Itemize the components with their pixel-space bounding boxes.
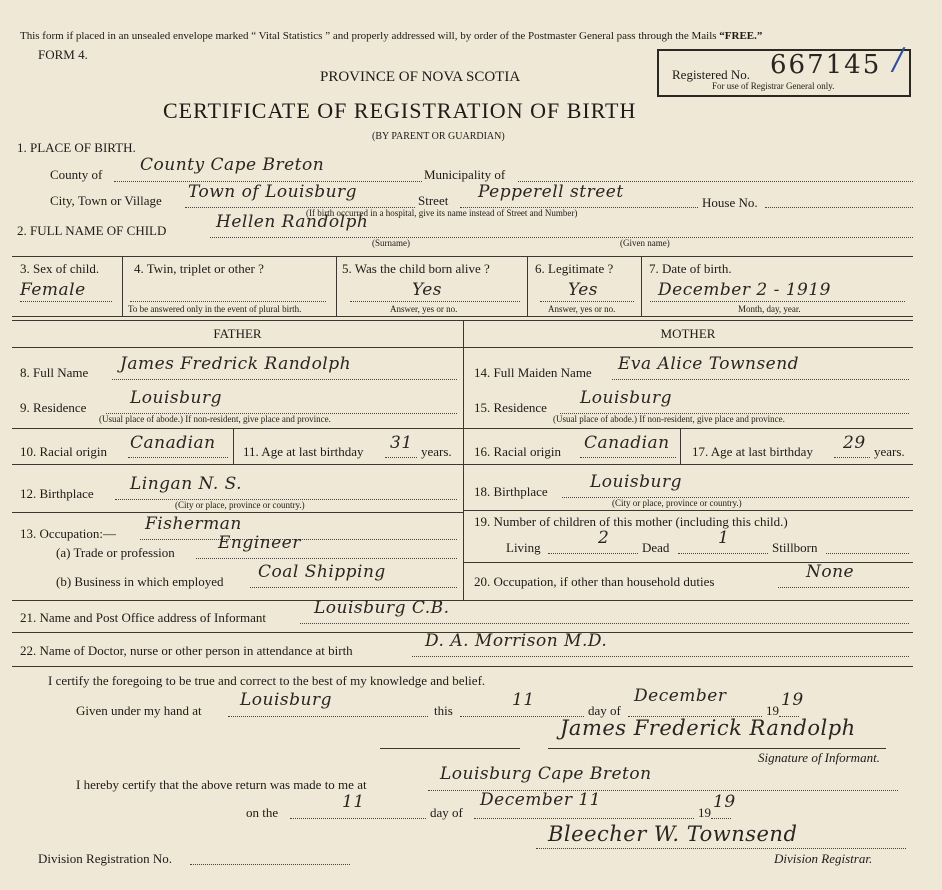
mother-rule-3 (463, 510, 913, 511)
father-age-divider (233, 428, 234, 464)
return-month-line (474, 818, 694, 819)
mother-residence-note: (Usual place of abode.) If non-resident, give place and province. (553, 414, 785, 424)
registrar-signature-line (536, 848, 906, 849)
mother-name-line (612, 379, 909, 380)
row3-divider-3 (527, 256, 528, 316)
row3-top-rule (12, 256, 913, 257)
given-month-value: December (634, 686, 727, 706)
alive-note: Answer, yes or no. (390, 304, 458, 314)
municipality-label: Municipality of (424, 167, 506, 182)
parents-bottom-rule (12, 600, 913, 601)
return-year-prefix: 19 (698, 805, 711, 820)
postal-notice (20, 30, 762, 42)
father-residence-label: 9. Residence (20, 400, 87, 415)
father-age-value: 31 (390, 433, 413, 453)
father-occupation-value: Fisherman (145, 514, 242, 534)
mother-rule-1 (463, 428, 913, 429)
mother-occupation-line (778, 587, 909, 588)
return-day-of-label: day of (430, 805, 463, 820)
certificate-subtitle: (BY PARENT OR GUARDIAN) (372, 131, 505, 142)
father-business-label: (b) Business in which employed (56, 574, 224, 589)
mother-birthplace-label: 18. Birthplace (474, 484, 548, 499)
place-of-birth-heading: 1. PLACE OF BIRTH. (17, 140, 136, 155)
date-of-birth-note: Month, day, year. (738, 304, 801, 314)
given-year-prefix: 19 (766, 703, 779, 718)
registered-number: 667145 (770, 50, 882, 80)
postal-notice-text: This form if placed in an unsealed envelope marked “ Vital Statistics ” and properly addressed will, by order of the Postmaster General pass through the Mails (20, 30, 717, 42)
father-heading: FATHER (213, 326, 262, 341)
living-line (548, 553, 638, 554)
mother-children-label: 19. Number of children of this mother (including this child.) (474, 514, 788, 529)
child-name-value: Hellen Randolph (216, 212, 369, 232)
father-age-line (385, 457, 417, 458)
street-note: (If birth occurred in a hospital, give its name instead of Street and Number) (306, 208, 578, 218)
date-of-birth-label: 7. Date of birth. (649, 261, 732, 276)
given-name-note: (Given name) (620, 238, 670, 248)
father-rule-1 (12, 428, 463, 429)
return-place-value: Louisburg Cape Breton (440, 764, 652, 784)
alive-value: Yes (412, 280, 443, 300)
father-racial-label: 10. Racial origin (20, 444, 108, 459)
return-month-value: December 11 (480, 790, 601, 810)
alive-line (350, 301, 520, 302)
father-birthplace-label: 12. Birthplace (20, 486, 94, 501)
child-name-label: 2. FULL NAME OF CHILD (17, 223, 167, 238)
legitimate-note: Answer, yes or no. (548, 304, 616, 314)
certificate-title: CERTIFICATE OF REGISTRATION OF BIRTH (163, 98, 637, 123)
father-residence-value: Louisburg (130, 388, 222, 408)
row3-bottom-rule (12, 316, 913, 317)
father-name-line (112, 379, 457, 380)
informant-value: Louisburg C.B. (314, 598, 450, 618)
doctor-value: D. A. Morrison M.D. (425, 631, 608, 651)
father-trade-value: Engineer (218, 533, 301, 553)
row3-divider-2 (336, 256, 337, 316)
doctor-rule (12, 666, 913, 667)
dead-label: Dead (642, 540, 670, 555)
mother-birthplace-value: Louisburg (590, 472, 682, 492)
father-birthplace-note: (City or place, province or country.) (175, 500, 305, 510)
father-racial-value: Canadian (130, 433, 216, 453)
return-day-value: 11 (342, 792, 365, 812)
doctor-label: 22. Name of Doctor, nurse or other person in attendance at birth (20, 643, 353, 658)
registrar-signature: Bleecher W. Townsend (548, 822, 798, 846)
living-label: Living (506, 540, 541, 555)
mother-age-value: 29 (843, 433, 866, 453)
legitimate-label: 6. Legitimate ? (535, 261, 614, 276)
date-of-birth-line (650, 301, 905, 302)
street-label: Street (418, 193, 449, 208)
mother-age-unit: years. (874, 444, 905, 459)
street-value: Pepperell street (478, 182, 624, 202)
division-registration-label: Division Registration No. (38, 851, 172, 866)
father-business-value: Coal Shipping (258, 562, 386, 582)
given-place-line (228, 716, 428, 717)
form-number: FORM 4. (38, 47, 88, 62)
county-label: County of (50, 167, 103, 182)
mother-name-label: 14. Full Maiden Name (474, 365, 592, 380)
mother-racial-value: Canadian (584, 433, 670, 453)
sex-label: 3. Sex of child. (20, 261, 100, 276)
given-under-label: Given under my hand at (76, 703, 202, 718)
on-the-label: on the (246, 805, 279, 820)
county-value: County Cape Breton (140, 155, 325, 175)
parents-center-divider (463, 320, 464, 600)
postal-notice-free: “FREE.” (719, 30, 763, 42)
mother-age-divider (680, 428, 681, 464)
stillborn-line (826, 553, 909, 554)
twin-note: To be answered only in the event of plural birth. (128, 304, 302, 314)
legitimate-value: Yes (568, 280, 599, 300)
father-rule-3 (12, 512, 463, 513)
signature-underline-left (380, 748, 520, 749)
mother-racial-label: 16. Racial origin (474, 444, 562, 459)
registered-label: Registered No. (672, 67, 750, 82)
mother-age-label: 17. Age at last birthday (692, 444, 813, 459)
father-name-value: James Fredrick Randolph (120, 354, 352, 374)
signature-underline (548, 748, 886, 749)
father-residence-note: (Usual place of abode.) If non-resident, give place and province. (99, 414, 331, 424)
given-place-value: Louisburg (240, 690, 332, 710)
father-occupation-label: 13. Occupation:— (20, 526, 117, 541)
mother-residence-label: 15. Residence (474, 400, 547, 415)
date-of-birth-value: December 2 - 1919 (658, 280, 831, 300)
house-line (765, 207, 913, 208)
mother-occupation-label: 20. Occupation, if other than household duties (474, 574, 715, 589)
this-label: this (434, 703, 453, 718)
doctor-line (412, 656, 909, 657)
day-of-label: day of (588, 703, 621, 718)
mother-age-line (834, 457, 870, 458)
twin-label: 4. Twin, triplet or other ? (134, 261, 264, 276)
return-day-line (290, 818, 426, 819)
return-label: I hereby certify that the above return was made to me at (76, 777, 367, 792)
mother-birthplace-note: (City or place, province or country.) (612, 498, 742, 508)
row3-divider-1 (122, 256, 123, 316)
sex-value: Female (20, 280, 86, 300)
father-business-line (250, 587, 457, 588)
informant-label: 21. Name and Post Office address of Informant (20, 610, 266, 625)
return-year-line (711, 818, 731, 819)
father-trade-line (196, 558, 457, 559)
father-name-label: 8. Full Name (20, 365, 89, 380)
city-value: Town of Louisburg (188, 182, 358, 202)
father-age-unit: years. (421, 444, 452, 459)
legitimate-line (540, 301, 634, 302)
return-year-suffix: 19 (713, 792, 736, 812)
given-day-value: 11 (512, 690, 535, 710)
certification-statement: I certify the foregoing to be true and correct to the best of my knowledge and belief. (48, 673, 486, 688)
sex-line (20, 301, 112, 302)
twin-line (130, 301, 326, 302)
father-rule-2 (12, 464, 463, 465)
father-birthplace-value: Lingan N. S. (130, 474, 243, 494)
father-trade-label: (a) Trade or profession (56, 545, 175, 560)
alive-label: 5. Was the child born alive ? (342, 261, 490, 276)
mother-racial-line (580, 457, 676, 458)
father-age-label: 11. Age at last birthday (243, 444, 364, 459)
mother-heading: MOTHER (660, 326, 716, 341)
division-registration-line (190, 864, 350, 865)
informant-line (300, 623, 909, 624)
dead-value: 1 (718, 528, 730, 548)
mother-occupation-value: None (806, 562, 855, 582)
division-registrar-label: Division Registrar. (774, 851, 873, 866)
mother-rule-2 (463, 464, 913, 465)
mother-residence-value: Louisburg (580, 388, 672, 408)
mother-name-value: Eva Alice Townsend (618, 354, 800, 374)
child-name-line (210, 237, 913, 238)
province-heading: PROVINCE OF NOVA SCOTIA (320, 69, 521, 85)
row3-divider-4 (641, 256, 642, 316)
parents-heading-rule (12, 347, 913, 348)
house-label: House No. (702, 195, 758, 210)
city-label: City, Town or Village (50, 193, 162, 208)
father-racial-line (128, 457, 228, 458)
surname-note: (Surname) (372, 238, 410, 248)
signature-of-informant-label: Signature of Informant. (758, 750, 880, 765)
blue-check-mark: / (893, 42, 904, 77)
informant-signature: James Frederick Randolph (560, 716, 856, 740)
registered-note: For use of Registrar General only. (712, 81, 835, 91)
dead-line (678, 553, 768, 554)
living-value: 2 (598, 528, 610, 548)
stillborn-label: Stillborn (772, 540, 818, 555)
given-year-suffix: 19 (781, 690, 804, 710)
